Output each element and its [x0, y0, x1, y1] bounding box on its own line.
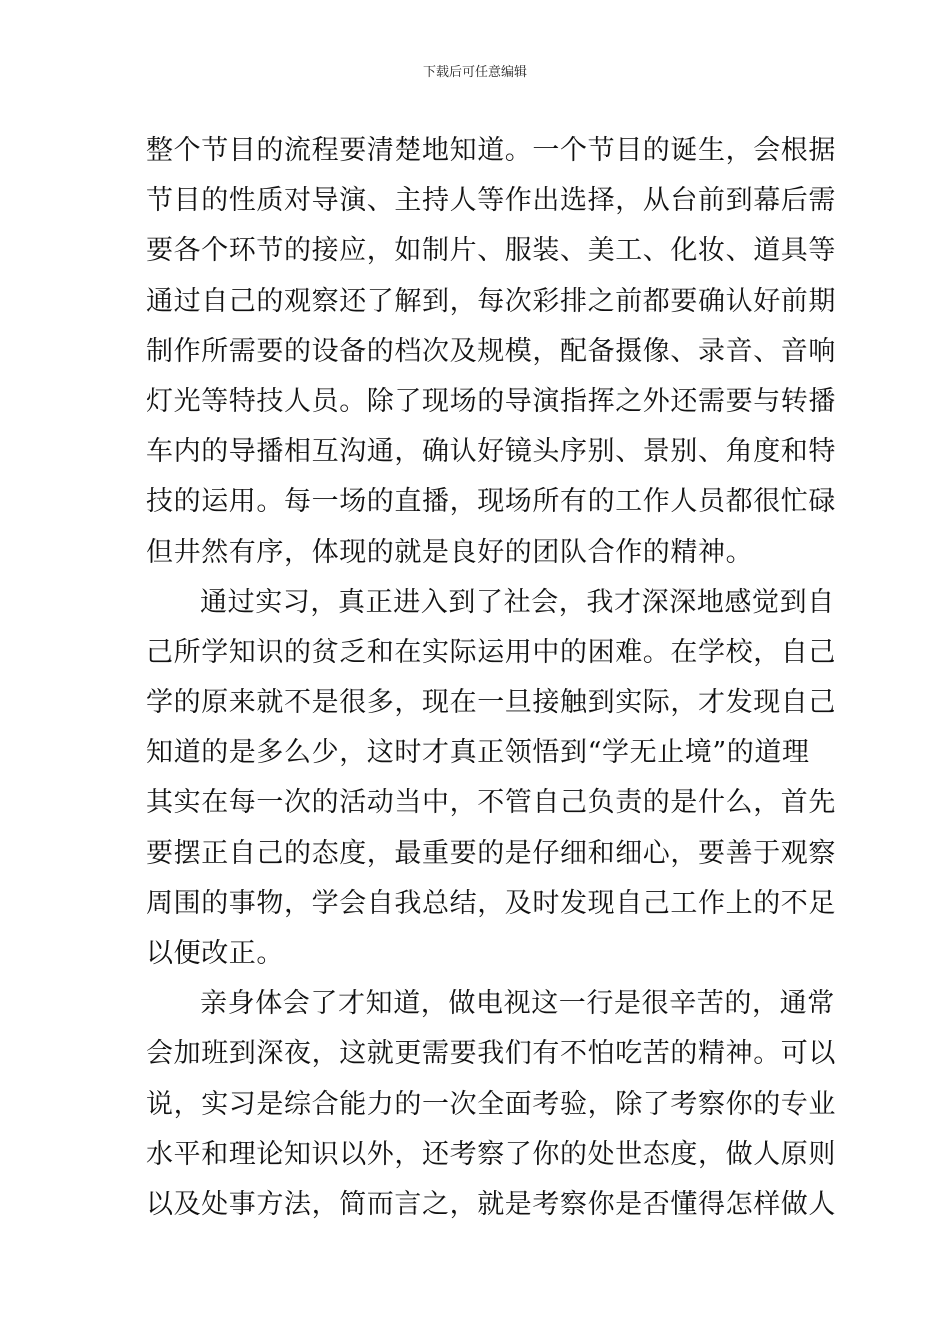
text-line: 以便改正。 — [146, 938, 284, 969]
text-line: 以及处事方法，简而言之，就是考察你是否懂得怎样做人 — [146, 1188, 836, 1220]
text-line: 水平和理论知识以外，还考察了你的处世态度，做人原则 — [146, 1138, 836, 1170]
paragraph-2 — [146, 578, 836, 980]
text-line: 技的运用。每一场的直播，现场所有的工作人员都很忙碌 — [146, 486, 836, 518]
text-line: 制作所需要的设备的档次及规模，配备摄像、录音、音响 — [146, 335, 836, 367]
text-line: 整个节目的流程要清楚地知道。一个节目的诞生，会根据 — [146, 135, 836, 166]
paragraph-3 — [146, 979, 836, 1230]
text-line: 亲身体会了才知道，做电视这一行是很辛苦的，通常 — [200, 988, 835, 1020]
text-line: 节目的性质对导演、主持人等作出选择，从台前到幕后需 — [146, 185, 836, 217]
text-line: 学的原来就不是很多，现在一旦接触到实际，才发现自己 — [146, 687, 836, 719]
text-line: 车内的导播相互沟通，确认好镜头序别、景别、角度和特 — [146, 436, 836, 468]
text-line: 说，实习是综合能力的一次全面考验，除了考察你的专业 — [146, 1088, 836, 1120]
text-line: 通过自己的观察还了解到，每次彩排之前都要确认好前期 — [146, 285, 836, 317]
paragraph-1 — [146, 126, 836, 578]
text-line: 灯光等特技人员。除了现场的导演指挥之外还需要与转播 — [146, 385, 836, 417]
text-line: 其实在每一次的活动当中，不管自己负责的是什么，首先 — [146, 787, 836, 819]
text-line: 会加班到深夜，这就更需要我们有不怕吃苦的精神。可以 — [146, 1038, 836, 1070]
text-line: 己所学知识的贫乏和在实际运用中的困难。在学校，自己 — [146, 636, 836, 668]
page-header-note: 下载后可任意编辑 — [422, 65, 527, 80]
text-line: 通过实习，真正进入到了社会，我才深深地感觉到自 — [200, 586, 835, 618]
text-line: 要摆正自己的态度，最重要的是仔细和细心，要善于观察 — [146, 837, 836, 869]
text-line: 要各个环节的接应，如制片、服装、美工、化妆、道具等 — [146, 235, 836, 267]
text-line: 但井然有序，体现的就是良好的团队合作的精神。 — [146, 536, 754, 568]
text-line: 知道的是多么少，这时才真正领悟到“学无止境”的道理 — [146, 737, 810, 769]
document-body — [146, 126, 836, 1230]
text-line: 周围的事物，学会自我总结，及时发现自己工作上的不足 — [146, 887, 836, 919]
